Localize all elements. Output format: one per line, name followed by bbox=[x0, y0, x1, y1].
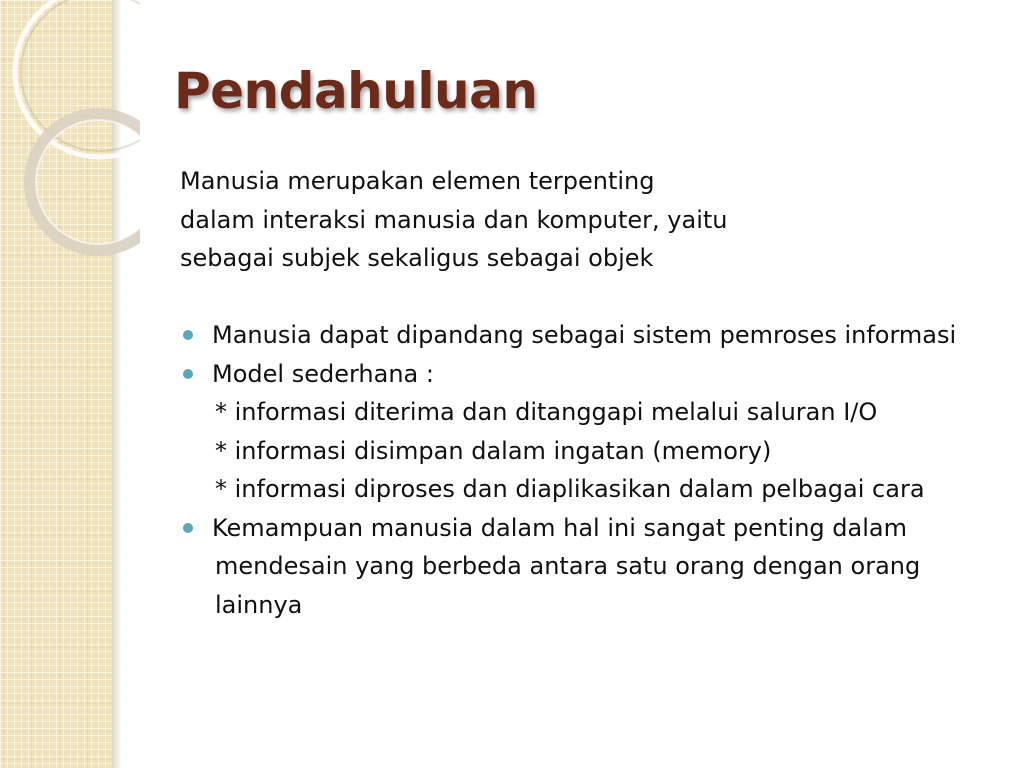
sub-item: * informasi disimpan dalam ingatan (memory) bbox=[215, 436, 772, 465]
ring-large bbox=[15, 0, 140, 157]
slide-title: Pendahuluan bbox=[174, 62, 538, 120]
spacer bbox=[180, 278, 1000, 317]
decorative-rings bbox=[0, 0, 140, 260]
bullet-dot-icon bbox=[183, 523, 193, 533]
bullet-dot-icon bbox=[183, 369, 193, 379]
bullet-continuation: mendesain yang berbeda antara satu orang dengan orang bbox=[215, 552, 921, 580]
intro-line: sebagai subjek sekaligus sebagai objek bbox=[180, 244, 654, 272]
bullet-text: Manusia dapat dipandang sebagai sistem pemroses informasi bbox=[212, 321, 957, 349]
sub-item: * informasi diterima dan ditanggapi melalui saluran I/O bbox=[215, 398, 878, 426]
bullet-item bbox=[180, 509, 1000, 548]
bullet-dot-icon bbox=[183, 330, 193, 340]
ring-small bbox=[30, 114, 140, 250]
bullet-item bbox=[180, 316, 1000, 355]
bullet-continuation: lainnya bbox=[215, 590, 303, 619]
slide-body bbox=[180, 162, 1000, 624]
intro-line: dalam interaksi manusia dan komputer, yaitu bbox=[180, 205, 728, 234]
sub-item: * informasi diproses dan diaplikasikan dalam pelbagai cara bbox=[215, 475, 925, 503]
bullet-item bbox=[180, 355, 1000, 394]
intro-line: Manusia merupakan elemen terpenting bbox=[180, 167, 655, 195]
bullet-text: Kemampuan manusia dalam hal ini sangat penting dalam bbox=[212, 513, 907, 542]
bullet-text: Model sederhana : bbox=[212, 359, 434, 388]
